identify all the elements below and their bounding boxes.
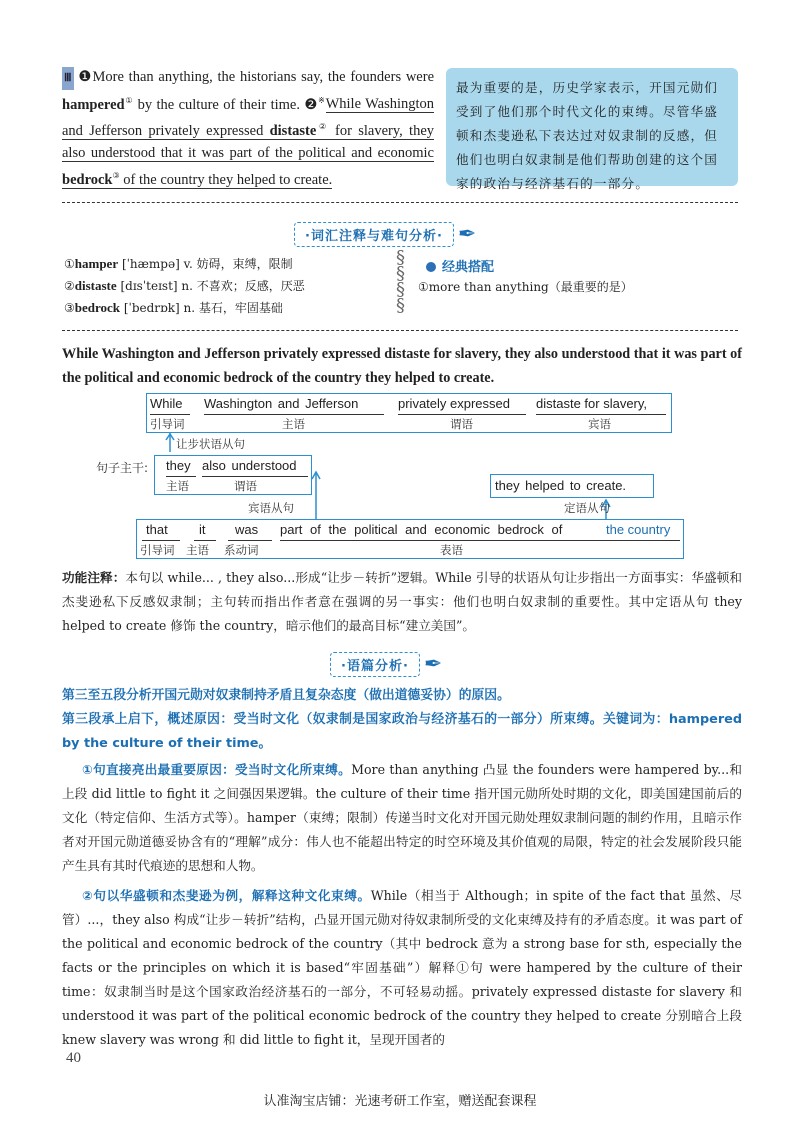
vocab-word: hamper xyxy=(74,256,119,271)
diagram-label: 主语 xyxy=(166,479,189,493)
word-hampered: hampered xyxy=(62,96,125,113)
discourse-section-heading xyxy=(330,652,442,677)
collocation-item: ①more than anything（最重要的是） xyxy=(418,280,633,294)
relative-clause-text: they helped to create. xyxy=(495,478,627,493)
difficult-sentence-mark: ※ xyxy=(318,95,326,105)
function-note-text: 本句以 while... , they also...形成“让步－转折”逻辑。While 引导的状语从句让步指出一方面事实：华盛顿和杰斐逊私下反感奴隶制；主句转而指出作者意在强调的另一事实：他们也明白奴隶制的重要性。其中定语从句 they helped to create 修饰 the country，暗示他们的最高目标“建立美国”。 xyxy=(62,570,742,633)
vocab-num: ② xyxy=(64,279,75,293)
diagram-label: 表语 xyxy=(440,543,463,557)
vocab-definition: n. 基石，牢固基础 xyxy=(183,301,283,315)
sentence-1-part-b: by the culture of their time. xyxy=(133,96,300,113)
diagram-word: distaste for slavery, xyxy=(536,396,648,411)
vocab-definition: n. 不喜欢；反感，厌恶 xyxy=(181,279,305,293)
discourse-paragraph-2 xyxy=(62,884,742,1052)
sentence-2-part-a: While Washington and Jefferson privately expressed xyxy=(62,96,435,139)
diagram-label-concessive: 让步状语从句 xyxy=(176,437,245,451)
sentence-1-number: ❶ xyxy=(78,69,93,85)
chinese-translation-box: 最为重要的是，历史学家表示，开国元勋们受到了他们那个时代文化的束缚。尽管华盛顿和杰斐逊私下表达过对奴隶制的反感，但他们也明白奴隶制是他们帮助创建的这个国家的政治与经济基石的一部分。 xyxy=(446,68,738,186)
diagram-word: also understood xyxy=(202,458,297,473)
function-note-label: 功能注释： xyxy=(62,570,126,585)
diagram-label: 主语 xyxy=(186,543,209,557)
word-distaste: distaste xyxy=(269,122,317,139)
diagram-label: 谓语 xyxy=(450,417,473,431)
quill-icon: ✒ xyxy=(457,222,477,247)
discourse-p1-text: More than anything 凸显 the founders were hampered by...和上段 did little to fight it 之间强因果逻辑。the culture of their time 指开国元勋所处时期的文化，即美国建国前后的文化（特定信仰、生活方式等）。hamper（束缚；限制）传递当时文化对开国元勋处理奴隶制问题的制约作用，且暗示作者对开国元勋道德妥协含有的“理解”成分：伟人也不能超出特定的时空环境及其价值观的局限，特定的社会发展阶段只能产生具有其时代痕迹的思想和人物。 xyxy=(62,762,742,873)
discourse-p1-highlight: ①句直接亮出最重要原因：受当时文化所束缚。 xyxy=(82,762,352,777)
note-ref-1: ① xyxy=(124,95,134,105)
sentence-2-part-c: of the country they helped to create. xyxy=(119,171,333,188)
main-clause-label: 句子主干: xyxy=(96,461,149,475)
quill-icon: ✒ xyxy=(423,652,443,677)
discourse-heading-2: 第三段承上启下，概述原因：受当时文化（奴隶制是国家政治与经济基石的一部分）所束缚。关键词为：hampered by the culture of their time。 xyxy=(62,712,742,751)
diagram-word: Washington and Jefferson xyxy=(204,396,359,411)
diagram-label-relative: 定语从句 xyxy=(564,501,610,515)
vocab-word: distaste xyxy=(74,278,117,293)
discourse-p2-highlight: ②句以华盛顿和杰斐逊为例，解释这种文化束缚。 xyxy=(82,888,371,903)
word-bedrock: bedrock xyxy=(62,171,113,188)
diagram-label: 主语 xyxy=(282,417,305,431)
diagram-word: they xyxy=(166,458,191,473)
paragraph-marker: Ⅲ xyxy=(62,67,74,90)
diagram-word: it xyxy=(199,522,206,537)
note-ref-3: ③ xyxy=(112,171,120,181)
collocation-title: 经典搭配 xyxy=(442,260,495,275)
diagram-label: 引导词 xyxy=(150,417,185,431)
discourse-heading-1: 第三至五段分析开国元勋对奴隶制持矛盾且复杂态度（做出道德妥协）的原因。 xyxy=(62,688,510,703)
squiggle-divider: § § § § xyxy=(396,247,403,316)
discourse-p2-text: While（相当于 Although；in spite of the fact that 虽然、尽管）...，they also 构成“让步－转折”结构，凸显开国元勋对待奴隶制所受的文化束缚及持有的矛盾态度。it was part of the political and economic bedrock of the country（其中 bedrock 意为 a strong base for sth, especially the facts or the principles on which it is based“牢固基础”）解释①句 were hampered by the culture of their time：奴隶制当时是这个国家政治经济基石的一部分，不可轻易动摇。privately expressed distaste for slavery 和 understood it was part of the political economic bedrock of the country they helped to create 分别暗合上段 knew slavery was wrong 和 did little to fight it，呈现开国者的 xyxy=(62,888,743,1047)
diagram-word: that xyxy=(146,522,168,537)
discourse-paragraph-1 xyxy=(62,758,742,878)
sentence-1-part-a: More than anything, the historians say, the founders were xyxy=(92,69,435,85)
diagram-word: privately expressed xyxy=(398,396,510,411)
diagram-label: 谓语 xyxy=(234,479,257,493)
diagram-label: 引导词 xyxy=(140,543,175,557)
sentence-2-number: ❷ xyxy=(304,96,319,113)
diagram-word: part of the political and economic bedrock of xyxy=(280,522,563,537)
diagram-word: was xyxy=(235,522,259,537)
vocab-section-title: ·词汇注释与难句分析· xyxy=(294,222,454,247)
page-number: 40 xyxy=(66,1050,81,1066)
diagram-label: 系动词 xyxy=(224,543,259,557)
note-ref-2: ② xyxy=(316,122,329,132)
vocab-num: ① xyxy=(64,257,75,271)
diagram-word: While xyxy=(150,396,183,411)
diagram-word-the-country: the country xyxy=(606,522,671,537)
function-note xyxy=(62,566,742,638)
vocab-phonetic: [ˈbedrɒk] xyxy=(123,301,180,315)
diagram-label: 宾语 xyxy=(588,417,611,431)
key-sentence: While Washington and Jefferson privately expressed distaste for slavery, they also understood that it was part of the political and economic bedrock of the country they helped to create. xyxy=(62,346,742,386)
footer-text: 认准淘宝店铺：光速考研工作室，赠送配套课程 xyxy=(263,1094,537,1109)
vocab-definition: v. 妨碍，束缚，限制 xyxy=(183,257,293,271)
vocab-word: bedrock xyxy=(74,300,121,315)
diagram-label-object-clause: 宾语从句 xyxy=(248,501,294,515)
discourse-section-title: ·语篇分析· xyxy=(330,652,420,677)
vocab-num: ③ xyxy=(64,301,75,315)
vocab-phonetic: [ˈhæmpə] xyxy=(121,257,180,271)
sentence-2-part-b: for slavery, they also understood that it was part of the political and economic xyxy=(62,122,434,162)
vocab-phonetic: [dɪsˈteɪst] xyxy=(120,279,178,293)
